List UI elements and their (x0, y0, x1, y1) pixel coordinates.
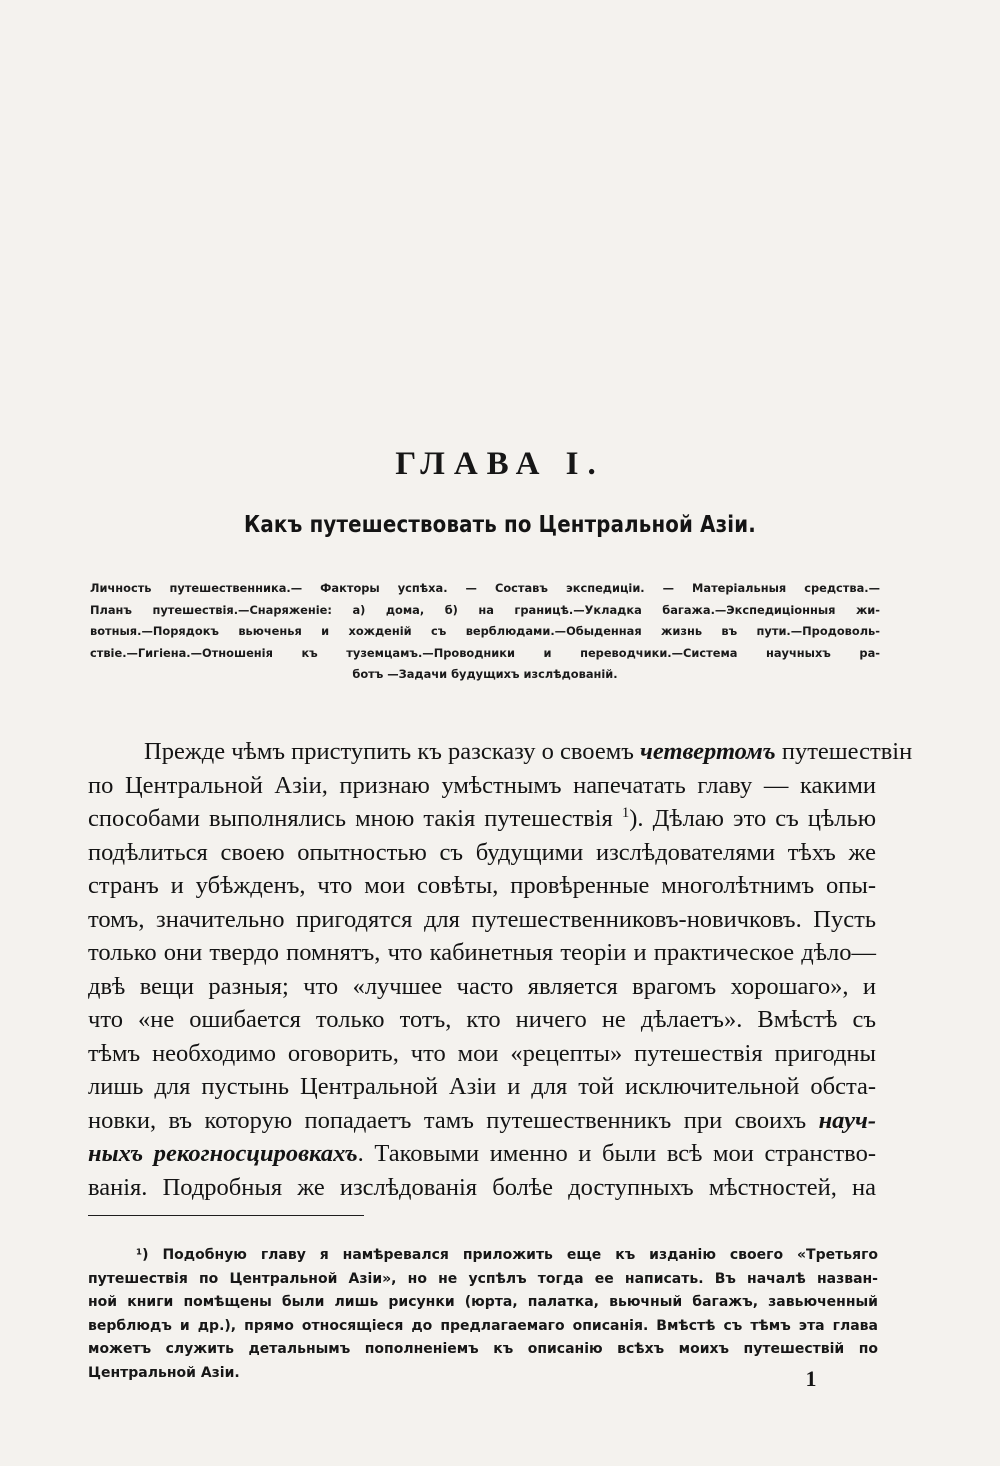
footnote-ref: 1 (621, 804, 630, 821)
footnote-marker: ¹) (136, 1247, 149, 1263)
footnote-line: можетъ служить детальнымъ пополненіемъ къ описанію всѣхъ моихъ путешествій по (88, 1341, 878, 1357)
chapter-summary (90, 578, 880, 686)
chapter-title: Какъ путешествовать по Центральной Азіи. (244, 512, 756, 538)
emphasis: четвертомъ (640, 738, 776, 765)
footnote-divider (88, 1215, 364, 1216)
body-line: новки, въ которую попадаетъ тамъ путешественникъ при своихъ науч- (88, 1106, 876, 1134)
body-line: только они твердо помнятъ, что кабинетныя теоріи и практическое дѣло— (88, 939, 876, 966)
footnote (88, 1244, 878, 1385)
page-number: 1 (805, 1366, 817, 1391)
body-line: двѣ вещи разныя; что «лучшее часто является врагомъ хорошаго», и (88, 972, 876, 1000)
emphasis: ныхъ рекогносцировкахъ (88, 1140, 358, 1167)
body-line: томъ, значительно пригодятся для путешественниковъ-новичковъ. Пусть (88, 905, 876, 933)
body-line: ныхъ рекогносцировкахъ. Таковыми именно и были всѣ мои странство- (88, 1140, 876, 1167)
body-line: странъ и убѣжденъ, что мои совѣты, провѣренные многолѣтнимъ опы- (88, 872, 876, 899)
body-line: Прежде чѣмъ приступить къ разсказу о своемъ четвертомъ путешествін (144, 738, 913, 765)
emphasis: науч- (818, 1106, 876, 1134)
body-paragraph (88, 735, 913, 1204)
chapter-heading: ГЛАВА I. (395, 446, 605, 482)
summary-line: Планъ путешествія.—Снаряженіе: а) дома, б) на границѣ.—Укладка багажа.—Экспедиціонныя жи- (90, 602, 880, 617)
body-line: способами выполнялись мною такія путешествія $^1$). Дѣлаю это съ цѣлью (88, 804, 877, 832)
summary-line: ботъ —Задачи будущихъ изслѣдованій. (352, 667, 618, 681)
body-line: что «не ошибается только тотъ, кто ничего не дѣлаетъ». Вмѣстѣ съ (88, 1006, 876, 1033)
footnote-line: ¹) Подобную главу я намѣревался приложить еще къ изданію своего «Третьяго (136, 1247, 879, 1263)
footnote-line: верблюдъ и др.), прямо относящіеся до предлагаемаго описанія. Вмѣстѣ съ тѣмъ эта глава (88, 1317, 878, 1334)
body-line: лишь для пустынь Центральной Азіи и для той исключительной обста- (88, 1073, 876, 1100)
footnote-line: ной книги помѣщены были лишь рисунки (юрта, палатка, вьючный багажъ, завьюченный (88, 1294, 878, 1310)
body-line: по Центральной Азіи, признаю умѣстнымъ напечатать главу — какими (88, 771, 876, 799)
footnote-line: Центральной Азіи. (88, 1364, 240, 1381)
summary-line: вотныя.—Порядокъ вьюченья и хожденій съ верблюдами.—Обыденная жизнь въ пути.—Продоволь- (90, 624, 880, 638)
footnote-line: путешествія по Центральной Азіи», но не успѣлъ тогда ее написать. Въ началѣ назван- (88, 1270, 878, 1287)
body-line: тѣмъ необходимо оговорить, что мои «рецепты» путешествія пригодны (88, 1039, 876, 1067)
summary-line: Личность путешественника.— Факторы успѣха. — Составъ экспедиціи. — Матеріальныя средства.— (90, 581, 880, 595)
body-line: подѣлиться своею опытностью съ будущими изслѣдователями тѣхъ же (88, 838, 876, 866)
body-line: ванія. Подробныя же изслѣдованія болѣе доступныхъ мѣстностей, на (88, 1173, 876, 1201)
summary-line: ствіе.—Гигіена.—Отношенія къ туземцамъ.—Проводники и переводчики.—Система научныхъ ра- (90, 645, 880, 660)
